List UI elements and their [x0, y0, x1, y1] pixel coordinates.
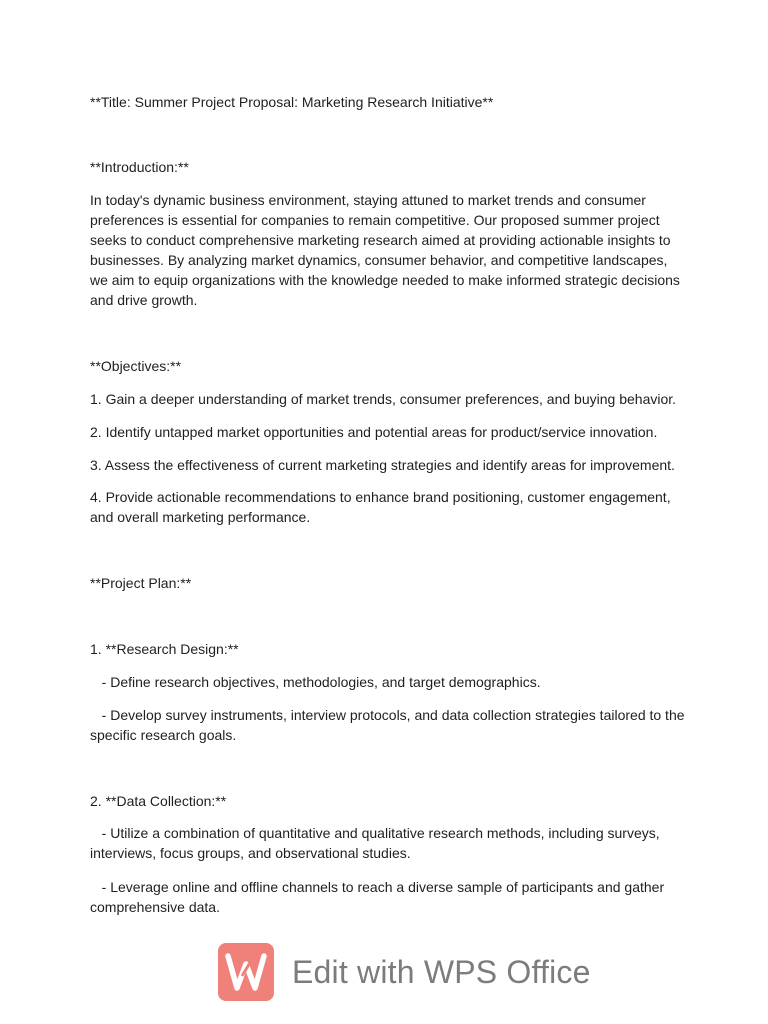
introduction-line: and drive growth.	[90, 292, 198, 308]
research-design-heading: 1. **Research Design:**	[90, 641, 239, 657]
edit-with-wps-office-text: Edit with WPS Office	[292, 953, 591, 990]
data-collection-heading: 2. **Data Collection:**	[90, 793, 227, 809]
objective-item: 2. Identify untapped market opportunities and potential areas for product/service innovation.	[90, 424, 658, 440]
data-collection-item: - Utilize a combination of quantitative and qualitative research methods, including surveys,	[90, 825, 660, 841]
objective-item: 4. Provide actionable recommendations to enhance brand positioning, customer engagement,	[90, 489, 671, 505]
document-title: **Title: Summer Project Proposal: Marketing Research Initiative**	[90, 94, 494, 110]
objective-item-continuation: and overall marketing performance.	[90, 509, 311, 525]
project-plan-heading: **Project Plan:**	[90, 575, 192, 591]
introduction-heading: **Introduction:**	[90, 159, 189, 175]
objective-item: 1. Gain a deeper understanding of market trends, consumer preferences, and buying behavior.	[90, 391, 677, 407]
research-design-item: - Develop survey instruments, interview protocols, and data collection strategies tailored to the	[90, 707, 685, 723]
objectives-heading: **Objectives:**	[90, 358, 182, 374]
data-collection-item: - Leverage online and offline channels to reach a diverse sample of participants and gather	[90, 879, 665, 895]
research-design-item: - Define research objectives, methodologies, and target demographics.	[90, 674, 541, 690]
wps-logo-icon	[218, 943, 274, 1001]
data-collection-item-continuation: interviews, focus groups, and observational studies.	[90, 845, 411, 861]
introduction-line: preferences is essential for companies to remain competitive. Our proposed summer project	[90, 212, 660, 228]
introduction-line: we aim to equip organizations with the knowledge needed to make informed strategic decisions	[90, 272, 680, 288]
introduction-line: seeks to conduct comprehensive marketing research aimed at providing actionable insights to	[90, 232, 671, 248]
data-collection-item-continuation: comprehensive data.	[90, 899, 220, 915]
wps-w-glyph	[224, 952, 268, 992]
objective-item: 3. Assess the effectiveness of current marketing strategies and identify areas for improvement.	[90, 457, 675, 473]
introduction-line: businesses. By analyzing market dynamics, consumer behavior, and competitive landscapes,	[90, 252, 668, 268]
introduction-line: In today's dynamic business environment, staying attuned to market trends and consumer	[90, 192, 646, 208]
wps-footer-banner[interactable]	[218, 942, 591, 1002]
research-design-item-continuation: specific research goals.	[90, 727, 237, 743]
